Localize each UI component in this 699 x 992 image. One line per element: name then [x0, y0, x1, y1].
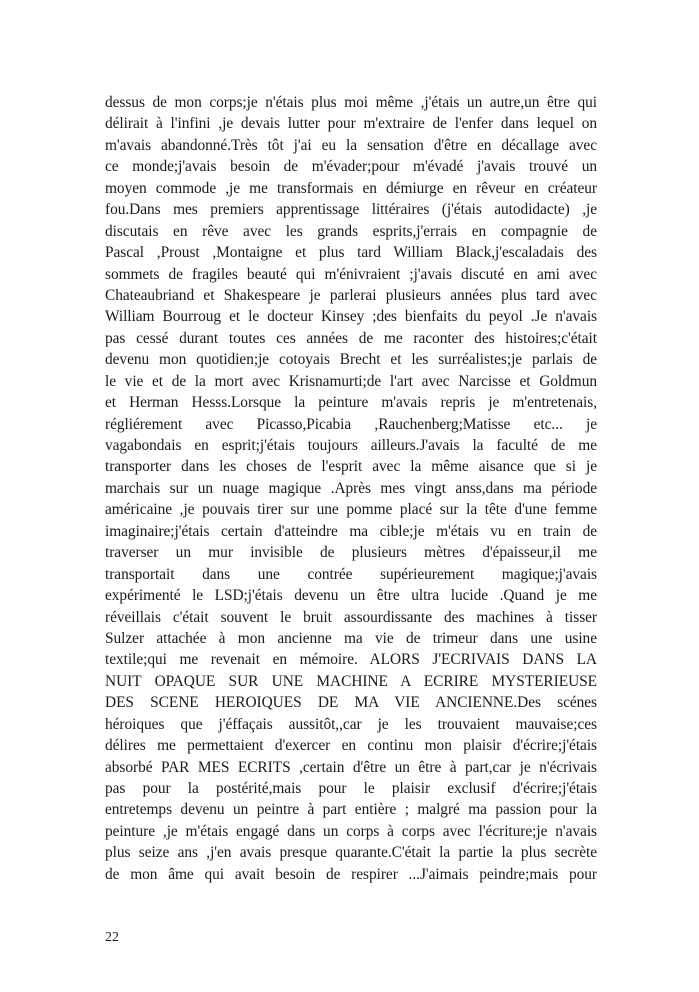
text-line: le vie et de la mort avec Krisnamurti;de l'art avec Narcisse et Goldmun	[105, 372, 597, 390]
text-line: transporter dans les choses de l'esprit avec la même aisance que si je	[105, 458, 597, 476]
text-line: m'avais abandonné.Très tôt j'ai eu la sensation d'être en décallage avec	[105, 136, 597, 154]
text-line: Pascal ,Proust ,Montaigne et plus tard William Black,j'escaladais des	[105, 244, 597, 262]
text-line: Sulzer attachée à mon ancienne ma vie de trimeur dans une usine	[105, 629, 597, 647]
text-line: William Bourroug et le docteur Kinsey ;des bienfaits du peyol .Je n'avais	[105, 308, 597, 326]
text-line: délires me permettaient d'exercer en continu mon plaisir d'écrire;j'étais	[105, 737, 597, 755]
text-line: pas pour la postérité,mais pour le plaisir exclusif d'écrire;j'étais	[105, 780, 597, 797]
text-line: ce monde;j'avais besoin de m'évader;pour m'évadé j'avais trouvé un	[105, 158, 597, 176]
text-line: DES SCENE HEROIQUES DE MA VIE ANCIENNE.Des scénes	[105, 694, 597, 712]
text-line: plus seize ans ,j'en avais presque quarante.C'était la partie la plus secrète	[105, 844, 597, 862]
text-line: traverser un mur invisible de plusieurs mètres d'épaisseur,il me	[105, 544, 597, 562]
text-line: discutais en rêve avec les grands esprits,j'errais en compagnie de	[105, 222, 597, 240]
text-line: NUIT OPAQUE SUR UNE MACHINE A ECRIRE MYSTERIEUSE	[105, 672, 597, 690]
text-line: entretemps devenu un peintre à part entière ; malgré ma passion pour la	[105, 801, 597, 819]
body-text	[105, 92, 597, 885]
text-line: régliérement avec Picasso,Picabia ,Rauchenberg;Matisse etc... je	[105, 415, 597, 433]
text-line: Chateaubriand et Shakespeare je parlerai plusieurs années plus tard avec	[105, 286, 597, 304]
text-line: héroiques que j'éffaçais aussitôt,,car je les trouvaient mauvaise;ces	[105, 715, 597, 733]
text-line: délirait à l'infini ,je devais lutter pour m'extraire de l'enfer dans lequel on	[105, 115, 597, 133]
text-line: expérimenté le LSD;j'étais devenu un être ultra lucide .Quand je me	[105, 587, 597, 605]
text-line: réveillais c'était souvent le bruit assourdissante des machines à tisser	[105, 608, 597, 626]
text-line: vagabondais en esprit;j'étais toujours ailleurs.J'avais la faculté de me	[105, 437, 597, 454]
text-line: sommets de fragiles beauté qui m'énivraient ;j'avais discuté en ami avec	[105, 265, 597, 283]
page-number: 22	[105, 930, 119, 945]
text-line: imaginaire;j'étais certain d'atteindre ma cible;je m'étais vu en train de	[105, 522, 597, 540]
text-line: absorbé PAR MES ECRITS ,certain d'être un être à part,car je n'écrivais	[105, 758, 597, 776]
text-line: devenu mon quotidien;je cotoyais Brecht et les surréalistes;je parlais de	[105, 351, 597, 369]
text-line: de mon âme qui avait besoin de respirer ...J'aimais peindre;mais pour	[105, 865, 597, 883]
text-line: transportait dans une contrée supérieurement magique;j'avais	[105, 565, 597, 583]
text-line: pas cessé durant toutes ces années de me raconter des histoires;c'était	[105, 329, 597, 347]
text-line: textile;qui me revenait en mémoire. ALORS J'ECRIVAIS DANS LA	[105, 651, 597, 669]
text-line: et Herman Hesss.Lorsque la peinture m'avais repris je m'entretenais,	[105, 394, 597, 412]
text-line: dessus de mon corps;je n'étais plus moi même ,j'étais un autre,un être qui	[105, 94, 597, 111]
text-line: marchais sur un nuage magique .Après mes vingt anss,dans ma période	[105, 479, 597, 497]
text-line: peinture ,je m'étais engagé dans un corps à corps avec l'écriture;je n'avais	[105, 822, 597, 840]
text-line: fou.Dans mes premiers apprentissage littéraires (j'étais autodidacte) ,je	[105, 201, 597, 219]
text-line: américaine ,je pouvais tirer sur une pomme placé sur la tête d'une femme	[105, 501, 597, 519]
text-line: moyen commode ,je me transformais en démiurge en rêveur en créateur	[105, 179, 597, 197]
